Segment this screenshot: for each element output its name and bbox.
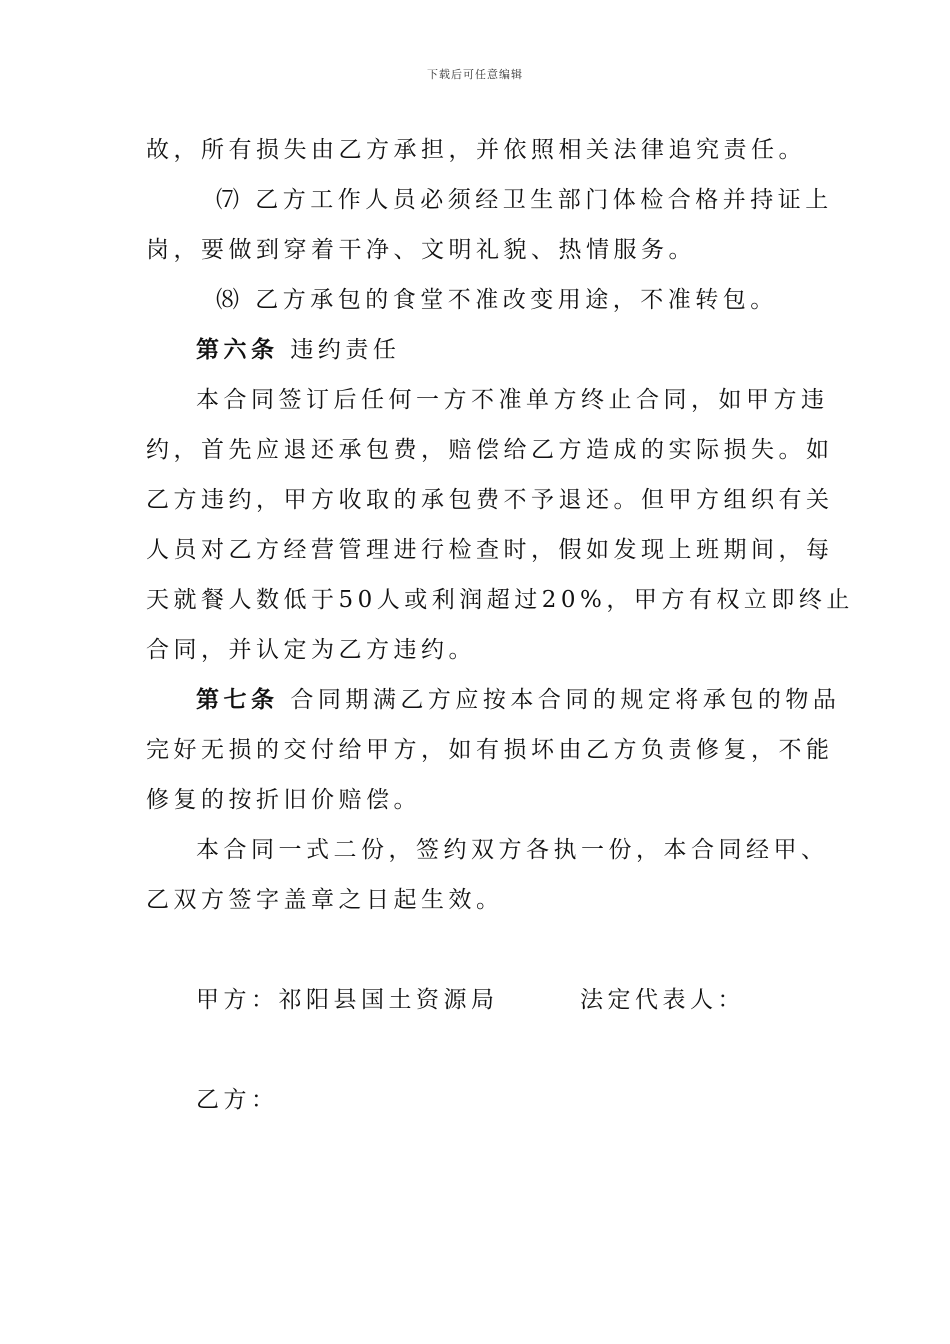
article-7-text: 合同期满乙方应按本合同的规定将承包的物品 (290, 687, 841, 713)
paragraph-line: 乙双方签字盖章之日起生效。 (146, 887, 504, 913)
paragraph-line: ⑺ 乙方工作人员必须经卫生部门体检合格并持证上 (216, 187, 833, 213)
paragraph-line: 天就餐人数低于50人或利润超过20%，甲方有权立即终止 (146, 587, 854, 613)
paragraph-line: 本合同签订后任何一方不准单方终止合同，如甲方违 (196, 387, 829, 413)
article-7-line (196, 685, 840, 715)
party-b-signature: 乙方： (196, 1087, 279, 1113)
party-a-signature: 甲方：祁阳县国土资源局 (196, 987, 499, 1013)
paragraph-line: 岗，要做到穿着干净、文明礼貌、热情服务。 (146, 237, 696, 263)
paragraph-line: 人员对乙方经营管理进行检查时，假如发现上班期间，每 (146, 537, 834, 563)
paragraph-line: 完好无损的交付给甲方，如有损坏由乙方负责修复，不能 (146, 737, 834, 763)
article-6-title: 违约责任 (290, 337, 401, 363)
paragraph-line: 本合同一式二份，签约双方各执一份，本合同经甲、 (196, 837, 829, 863)
paragraph-line: 乙方违约，甲方收取的承包费不予退还。但甲方组织有关 (146, 487, 834, 513)
article-6-heading: 第六条 (196, 336, 279, 363)
legal-rep-signature: 法定代表人： (580, 987, 745, 1013)
paragraph-line: 约，首先应退还承包费，赔偿给乙方造成的实际损失。如 (146, 437, 834, 463)
article-7-heading: 第七条 (196, 686, 279, 713)
article-6-heading-line (196, 335, 400, 365)
paragraph-line: 合同，并认定为乙方违约。 (146, 637, 476, 663)
page-header: 下载后可任意编辑 (427, 68, 523, 81)
paragraph-line: 修复的按折旧价赔偿。 (146, 787, 421, 813)
paragraph-line: ⑻ 乙方承包的食堂不准改变用途，不准转包。 (216, 287, 778, 313)
paragraph-line: 故，所有损失由乙方承担，并依照相关法律追究责任。 (146, 137, 806, 163)
